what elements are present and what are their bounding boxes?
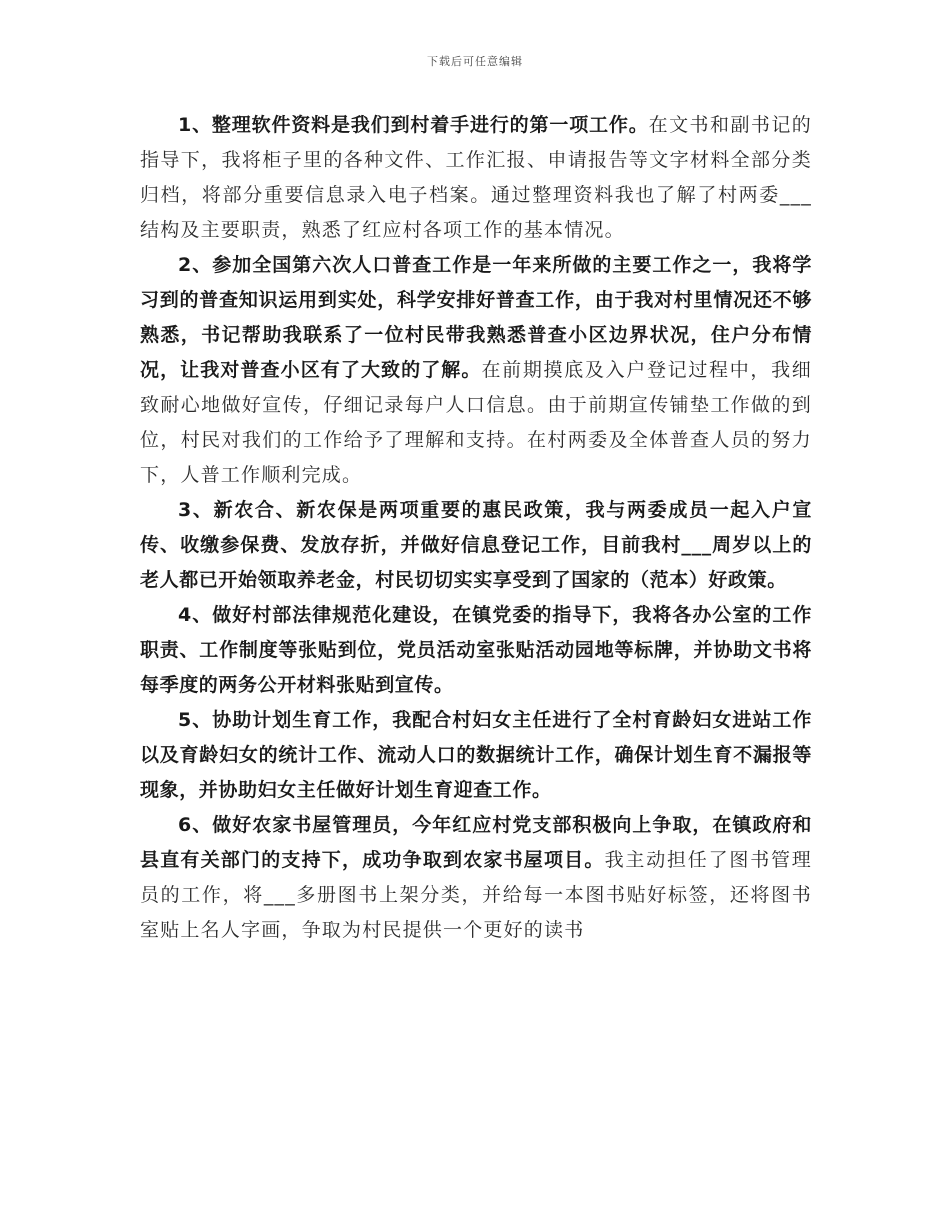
paragraph-5 xyxy=(140,703,812,808)
paragraph-4 xyxy=(140,598,812,703)
paragraph-2-bold-text: 2、参加全国第六次人口普查工作是一年来所做的主要工作之一，我将学习到的普查知识运用到实处，科学安排好普查工作，由于我对村里情况还不够熟悉，书记帮助我联系了一位村民带我熟悉普查小区边界状况，住户分布情况，让我对普查小区有了大致的了解。 xyxy=(140,254,812,381)
paragraph-3-bold-text: 3、新农合、新农保是两项重要的惠民政策，我与两委成员一起入户宣传、收缴参保费、发放存折，并做好信息登记工作，目前我村___周岁以上的老人都已开始领取养老金，村民切切实实享受到了国家的（范本）好政策。 xyxy=(140,499,812,591)
paragraph-4-bold-text: 4、做好村部法律规范化建设，在镇党委的指导下，我将各办公室的工作职责、工作制度等张贴到位，党员活动室张贴活动园地等标牌，并协助文书将每季度的两务公开材料张贴到宣传。 xyxy=(140,604,812,696)
paragraph-1-bold-text: 1、整理软件资料是我们到村着手进行的第一项工作。 xyxy=(178,114,649,136)
paragraph-6-bold-text: 6、做好农家书屋管理员，今年红应村党支部积极向上争取，在镇政府和县直有关部门的支持下，成功争取到农家书屋项目。 xyxy=(140,814,812,871)
document-body xyxy=(140,108,812,948)
paragraph-2 xyxy=(140,248,812,493)
page-header: 下载后可任意编辑 xyxy=(427,55,523,68)
paragraph-6-normal-text: 我主动担任了图书管理员的工作，将___多册图书上架分类，并给每一本图书贴好标签，还将图书室贴上名人字画，争取为村民提供一个更好的读书 xyxy=(140,849,812,941)
paragraph-1-normal-text: 在文书和副书记的指导下，我将柜子里的各种文件、工作汇报、申请报告等文字材料全部分类归档，将部分重要信息录入电子档案。通过整理资料我也了解了村两委___结构及主要职责，熟悉了红应村各项工作的基本情况。 xyxy=(140,114,812,241)
paragraph-2-normal-text: 在前期摸底及入户登记过程中，我细致耐心地做好宣传，仔细记录每户人口信息。由于前期宣传铺垫工作做的到位，村民对我们的工作给予了理解和支持。在村两委及全体普查人员的努力下，人普工作顺利完成。 xyxy=(140,359,813,486)
paragraph-1 xyxy=(140,108,812,248)
paragraph-5-bold-text: 5、协助计划生育工作，我配合村妇女主任进行了全村育龄妇女进站工作以及育龄妇女的统计工作、流动人口的数据统计工作，确保计划生育不漏报等现象，并协助妇女主任做好计划生育迎查工作。 xyxy=(140,709,812,801)
paragraph-3 xyxy=(140,493,812,598)
paragraph-6 xyxy=(140,808,812,948)
